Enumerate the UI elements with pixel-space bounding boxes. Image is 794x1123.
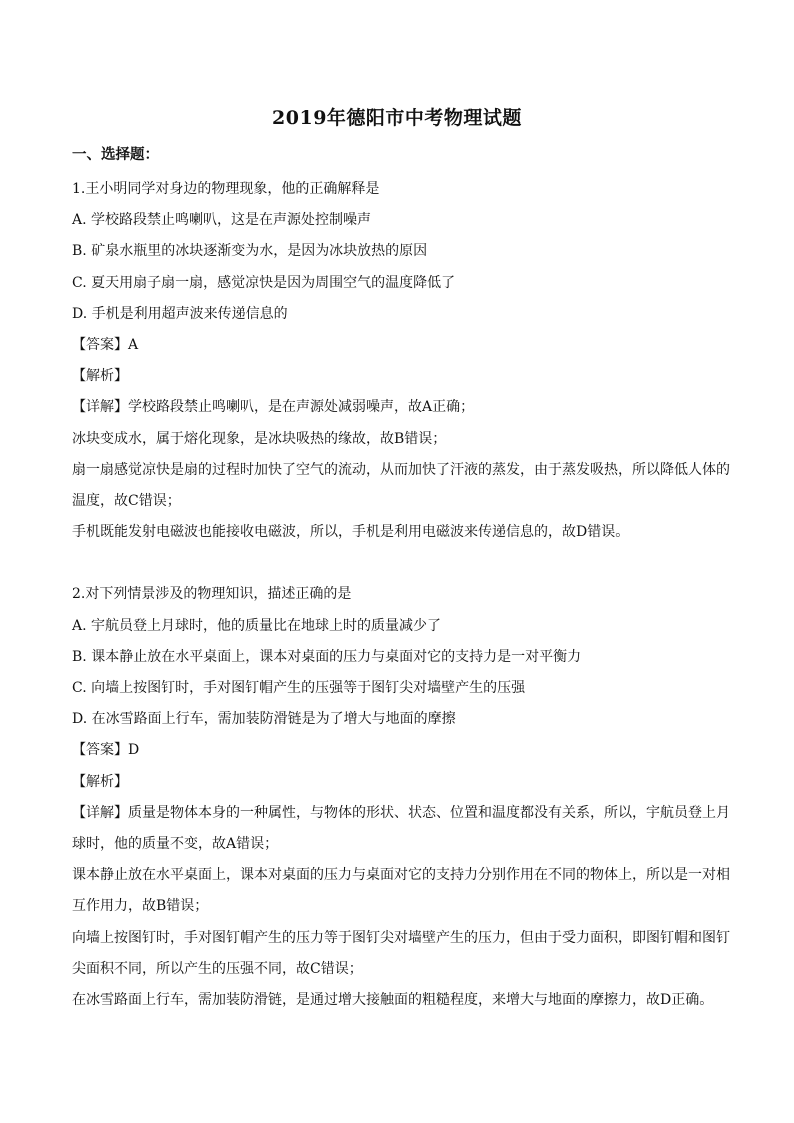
question-stem: 1.王小明同学对身边的物理现象，他的正确解释是 (72, 181, 380, 197)
detail-text: 质量是物体本身的一种属性，与物体的形状、状态、位置和温度都没有关系，所以，宇航员登上月球时，他的质量不变，故A错误； (72, 804, 730, 852)
option-a: A. 宇航员登上月球时，他的质量比在地球上时的质量减少了 (72, 617, 442, 634)
detail-line: 课本静止放在水平桌面上，课本对桌面的压力与桌面对它的支持力分别作用在不同的物体上，所以是一对相互作用力，故B错误； (72, 867, 730, 915)
option-c: C. 夏天用扇子扇一扇，感觉凉快是因为周围空气的温度降低了 (72, 274, 456, 291)
analysis-label: 【解析】 (72, 368, 128, 385)
answer-line (72, 735, 732, 766)
answer-line (72, 330, 732, 361)
detail-line: 扇一扇感觉凉快是扇的过程时加快了空气的流动，从而加快了汗液的蒸发，由于蒸发吸热，所以降低人体的温度，故C错误； (72, 461, 730, 509)
detail-label: 【详解】 (72, 804, 128, 821)
detail-line: 手机既能发射电磁波也能接收电磁波，所以，手机是利用电磁波来传递信息的，故D错误。 (72, 524, 630, 541)
detail-line: 向墙上按图钉时，手对图钉帽产生的压力等于图钉尖对墙壁产生的压力，但由于受力面积，即图钉帽和图钉尖面积不同，所以产生的压强不同，故C错误； (72, 929, 730, 977)
answer-label: 【答案】 (72, 336, 128, 353)
answer-value: D (128, 742, 140, 759)
detail-text: 学校路段禁止鸣喇叭，是在声源处减弱噪声，故A正确； (128, 399, 475, 416)
detail-line: 在冰雪路面上行车，需加装防滑链，是通过增大接触面的粗糙程度，来增大与地面的摩擦力，故D正确。 (72, 992, 714, 1008)
analysis-label: 【解析】 (72, 773, 128, 790)
question-1 (72, 174, 732, 548)
detail-line: 冰块变成水，属于熔化现象，是冰块吸热的缘故，故B错误； (72, 430, 447, 447)
option-b: B. 课本静止放在水平桌面上，课本对桌面的压力与桌面对它的支持力是一对平衡力 (72, 648, 582, 665)
question-spacer (72, 548, 732, 579)
question-stem: 2.对下列情景涉及的物理知识，描述正确的是 (72, 586, 352, 603)
option-b: B. 矿泉水瓶里的冰块逐渐变为水，是因为冰块放热的原因 (72, 243, 428, 260)
questions-content (72, 174, 732, 1016)
answer-label: 【答案】 (72, 742, 128, 759)
question-2 (72, 579, 732, 1016)
page-title: 2019年德阳市中考物理试题 (272, 107, 522, 129)
option-d: D. 手机是利用超声波来传递信息的 (72, 305, 288, 322)
option-a: A. 学校路段禁止鸣喇叭，这是在声源处控制噪声 (72, 212, 372, 229)
section-heading: 一、选择题： (72, 146, 159, 163)
option-d: D. 在冰雪路面上行车，需加装防滑链是为了增大与地面的摩擦 (72, 711, 456, 728)
answer-value: A (128, 336, 139, 353)
detail-line (72, 392, 732, 423)
detail-label: 【详解】 (72, 399, 128, 416)
option-c: C. 向墙上按图钉时，手对图钉帽产生的压强等于图钉尖对墙壁产生的压强 (72, 680, 526, 697)
detail-line (72, 798, 732, 860)
